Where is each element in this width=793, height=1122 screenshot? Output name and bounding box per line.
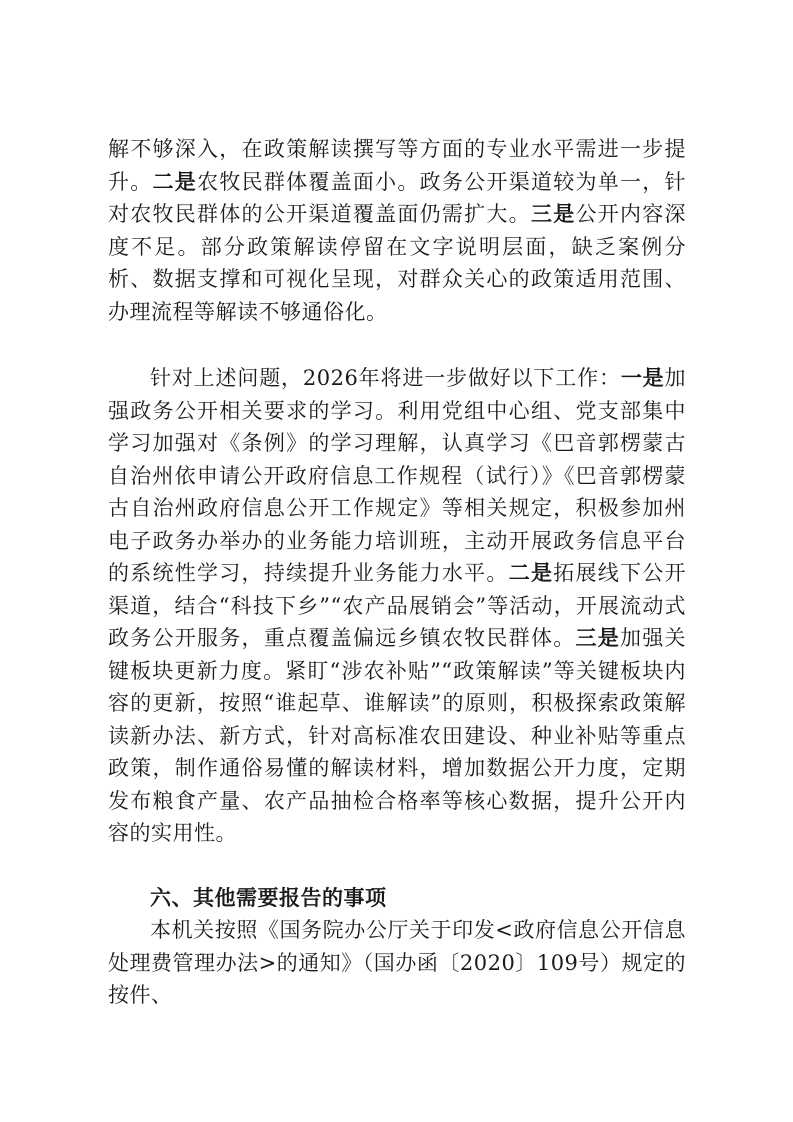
paragraph-measures [108,362,686,850]
issue-1-tail-text: 解不够深入，在政策解读撰写等方面的专业水平需进一步提升。 [108,137,686,194]
measure-1-label: 一是 [620,365,665,390]
measure-3-label: 三是 [575,625,620,650]
issue-2-text: 农牧民群体覆盖面小。政务公开渠道较为单一，针对农牧民群体的公开渠道覆盖面仍需扩大。 [108,169,687,226]
measure-1-text: 加强政务公开相关要求的学习。利用党组中心组、党支部集中学习加强对《条例》的学习理解，认真学习《巴音郭楞蒙古自治州依申请公开政府信息工作规程（试行）》《巴音郭楞蒙古自治州政府信息公开工作规定》等相关规定，积极参加州电子政务办举办的业务能力培训班，主动开展政务信息平台的系统性学习，持续提升业务能力水平。 [108,366,686,585]
measure-2-text: 拓展线下公开渠道，结合“科技下乡”“农产品展销会”等活动，开展流动式政务公开服务，重点覆盖偏远乡镇农牧民群体。 [108,561,687,650]
issue-2-label: 二是 [152,168,198,194]
paragraph-issues [108,133,686,328]
section-6-heading: 六、其他需要报告的事项 [150,886,387,910]
measures-intro: 针对上述问题，2026年将进一步做好以下工作： [150,366,621,390]
section-6-body: 本机关按照《国务院办公厅关于印发<政府信息公开信息处理费管理办法>的通知》（国办函〔2020〕109号）规定的按件、 [108,918,686,1007]
issue-3-text: 公开内容深度不足。部分政策解读停留在文字说明层面，缺乏案例分析、数据支撑和可视化呈现，对群众关心的政策适用范围、办理流程等解读不够通俗化。 [108,202,687,324]
measure-2-label: 二是 [508,560,554,585]
issue-3-label: 三是 [530,201,576,226]
measure-3-text: 加强关键板块更新力度。紧盯“涉农补贴”“政策解读”等关键板块内容的更新，按照“谁起草、谁解读”的原则，积极探索政策解读新办法、新方式，针对高标准农田建设、种业补贴等重点政策，制作通俗易懂的解读材料，增加数据公开力度，定期发布粮食产量、农产品抽检合格率等核心数据，提升公开内容的实用性。 [108,626,687,845]
